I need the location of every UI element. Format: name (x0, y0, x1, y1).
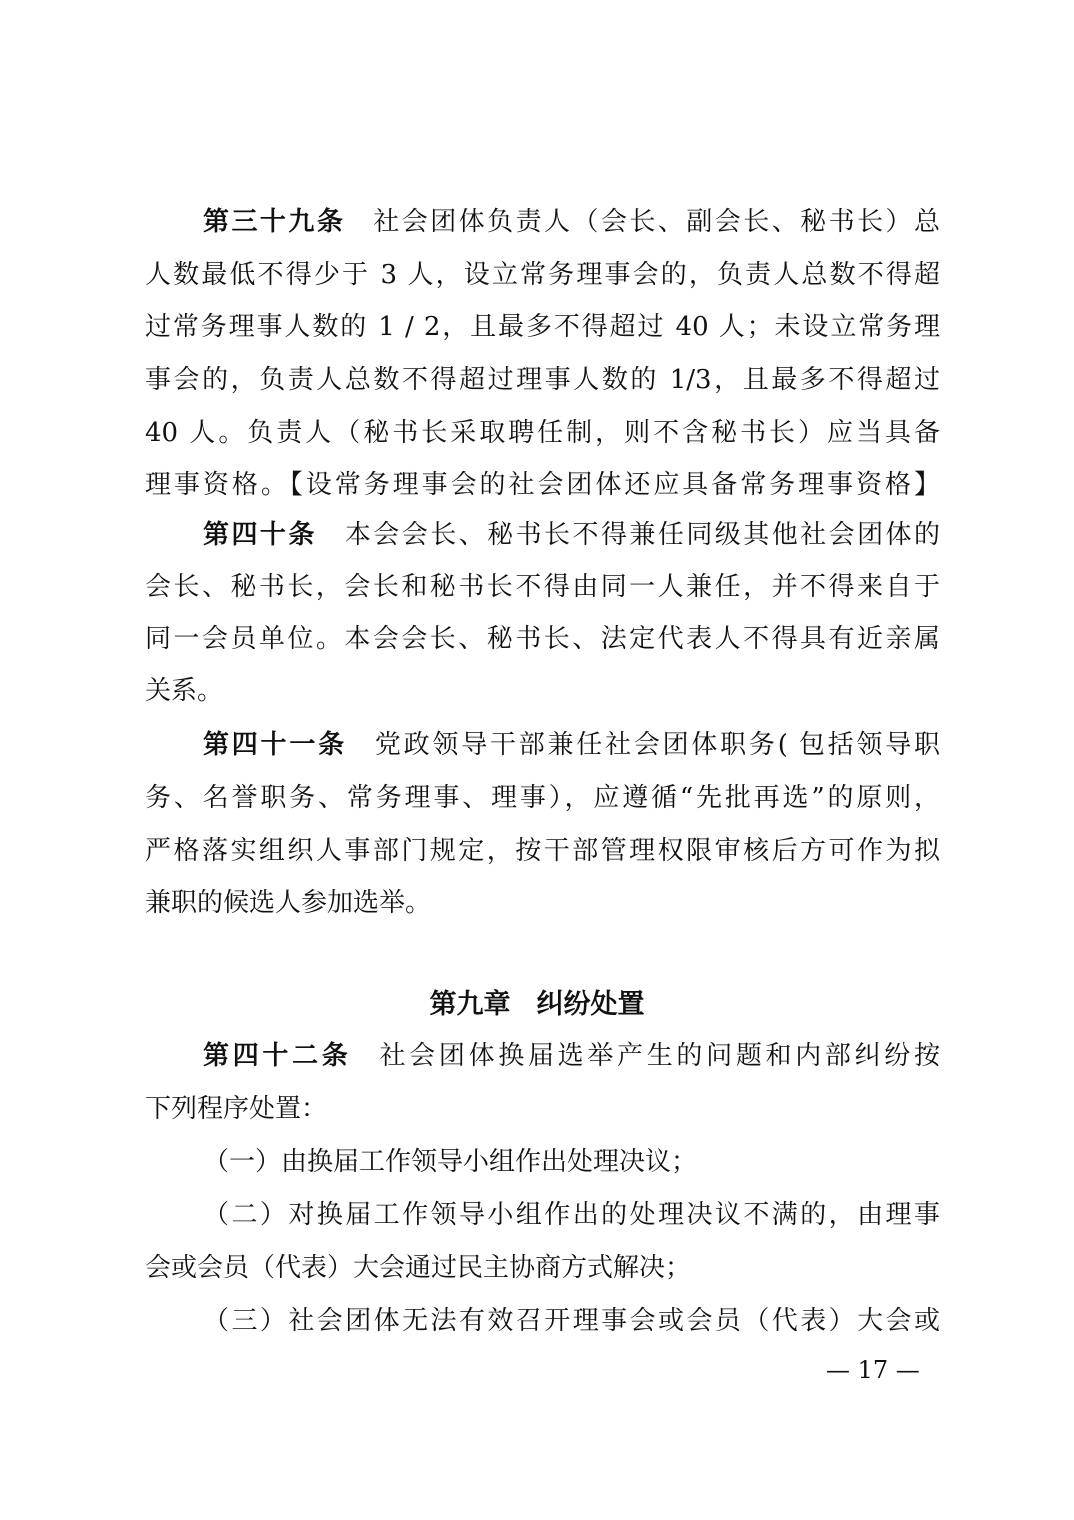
paragraph-line: 第四十二条 社会团体换届选举产生的问题和内部纠纷按 (203, 1041, 940, 1071)
paragraph-line: 同一会员单位。本会会长、秘书长、法定代表人不得具有近亲属 (145, 624, 940, 654)
list-item: （三）社会团体无法有效召开理事会或会员（代表）大会或 (203, 1306, 940, 1336)
page-number: — 17 — (826, 1356, 920, 1384)
paragraph-line: 务、名誉职务、常务理事、理事），应遵循“先批再选”的原则， (145, 783, 940, 813)
paragraph-line: 40 人。负责人（秘书长采取聘任制，则不含秘书长）应当具备 (145, 418, 940, 448)
list-item: （二）对换届工作领导小组作出的处理决议不满的，由理事 (203, 1200, 940, 1230)
list-item-continued: 会或会员（代表）大会通过民主协商方式解决； (145, 1253, 692, 1283)
paragraph-line: 会长、秘书长，会长和秘书长不得由同一人兼任，并不得来自于 (145, 572, 940, 602)
paragraph-line: 关系。 (145, 676, 224, 706)
paragraph-line: 第四十条 本会会长、秘书长不得兼任同级其他社会团体的 (203, 520, 940, 550)
article-title: 第三十九条 (203, 207, 346, 237)
paragraph-line: 下列程序处置： (145, 1094, 328, 1124)
article-title: 第四十条 (203, 520, 317, 550)
paragraph-line: 兼职的候选人参加选举。 (145, 888, 432, 918)
paragraph-line: 过常务理事人数的 1 / 2，且最多不得超过 40 人；未设立常务理 (145, 312, 940, 342)
article-title: 第四十二条 (203, 1041, 352, 1071)
chapter-heading: 第九章 纠纷处置 (429, 989, 645, 1020)
article-title: 第四十一条 (203, 730, 347, 760)
paragraph-line: 第三十九条 社会团体负责人（会长、副会长、秘书长）总 (203, 207, 940, 237)
paragraph-line: 理事资格。【设常务理事会的社会团体还应具备常务理事资格】 (145, 470, 940, 500)
paragraph-line: 严格落实组织人事部门规定，按干部管理权限审核后方可作为拟 (145, 836, 940, 866)
list-item: （一）由换届工作领导小组作出处理决议； (203, 1147, 698, 1177)
paragraph-line: 事会的，负责人总数不得超过理事人数的 1/3，且最多不得超过 (145, 365, 940, 395)
paragraph-line: 第四十一条 党政领导干部兼任社会团体职务( 包括领导职 (203, 730, 940, 760)
paragraph-line: 人数最低不得少于 3 人，设立常务理事会的，负责人总数不得超 (145, 260, 940, 290)
